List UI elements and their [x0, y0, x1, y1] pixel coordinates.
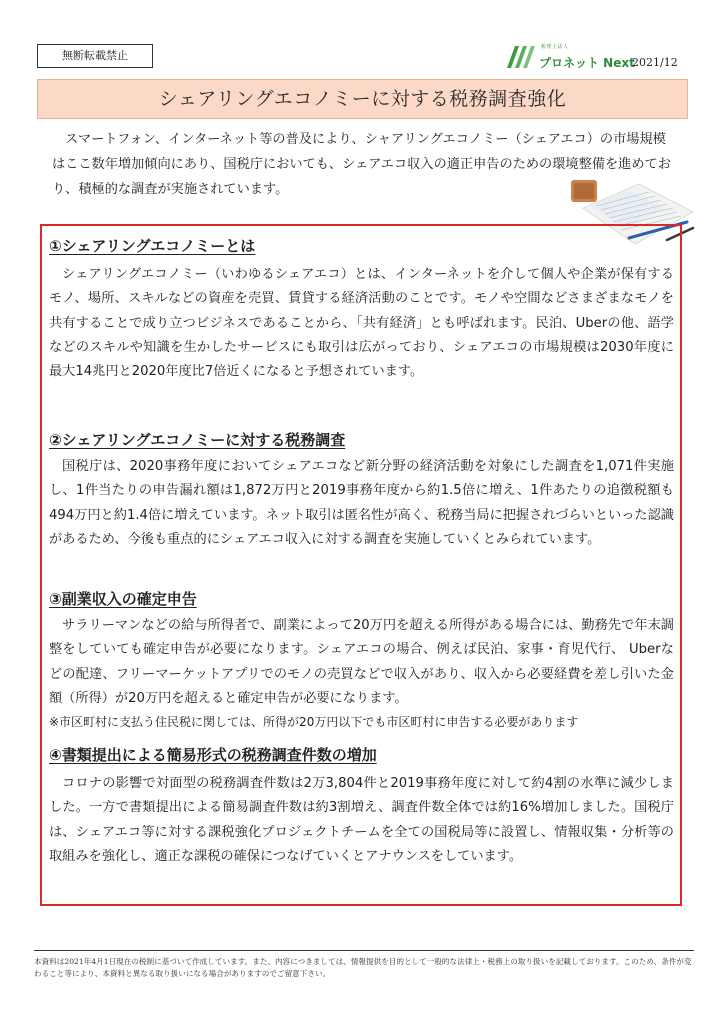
- logo-subtitle: 税理士法人: [541, 44, 569, 50]
- section-body: サラリーマンなどの給与所得者で、副業によって20万円を超える所得がある場合には、勤務先で年末調整をしていても確定申告が必要になります。シェアエコの場合、例えば民泊、家事・育児代行、 Uberなどの配達、フリーマーケットアプリでのモノの売買などで収入があり、収入から必要経費を差し引いた金額（所得）が20万円を超えると確定申告が必要になります。: [49, 618, 674, 706]
- logo-mark-icon: [505, 42, 537, 70]
- section-body: シェアリングエコノミー（いわゆるシェアエコ）とは、インターネットを介して個人や企業が保有するモノ、場所、スキルなどの資産を売買、賃貸する経済活動のことです。モノや空間などさまざまなモノを共有することで成り立つビジネスであることから、「共有経済」とも呼ばれます。民泊、Uberの他、語学などのスキルや知識を生かしたサービスにも取引は広がっており、シェアエコの市場規模は2030年度に最大14兆円と2020年度比7倍近くになると予想されています。: [49, 267, 674, 380]
- section-heading: ④書類提出による簡易形式の税務調査件数の増加: [49, 746, 377, 764]
- section-sharing-economy: [49, 235, 674, 384]
- company-logo: [505, 40, 635, 74]
- section-heading: ③副業収入の確定申告: [49, 590, 197, 608]
- no-reproduction-stamp: 無断転載禁止: [37, 44, 153, 68]
- logo-name: プロネット Next: [539, 56, 635, 70]
- section-tax-audit: [49, 429, 674, 552]
- issue-date: 2021/12: [632, 56, 678, 69]
- section-body: 国税庁は、2020事務年度においてシェアエコなど新分野の経済活動を対象にした調査を1,071件実施し、1件当たりの申告漏れ額は1,872万円と2019事務年度から約1.5倍に増え、1件あたりの追徴税額も494万円と約1.4倍に増えています。ネット取引は匿名性が高く、税務当局に把握されづらいといった認識があるため、今後も重点的にシェアエコ収入に対する調査を実施していくとみられています。: [49, 459, 674, 547]
- section-note: ※市区町村に支払う住民税に関しては、所得が20万円以下でも市区町村に申告する必要があります: [49, 715, 579, 730]
- section-side-income: [49, 588, 674, 733]
- section-body: コロナの影響で対面型の税務調査件数は2万3,804件と2019事務年度に対して約4割の水準に減少しました。一方で書類提出による簡易調査件数は約3割増え、調査件数全体では約16%増加しました。国税庁は、シェアエコ等に対する課税強化プロジェクトチームを全ての国税局等に設置し、情報収集・分析等の取組みを強化し、適正な課税の確保につなげていくとアナウンスをしています。: [49, 776, 674, 864]
- section-simplified-audits: [49, 744, 674, 869]
- page-title: シェアリングエコノミーに対する税務調査強化: [37, 79, 688, 119]
- intro-paragraph: スマートフォン、インターネット等の普及により、シャアリングエコノミー（シェアエコ）の市場規模はここ数年増加傾向にあり、国税庁においても、シェアエコ収入の適正申告のための環境整備を進めており、積極的な調査が実施されています。: [52, 132, 671, 197]
- section-heading: ①シェアリングエコノミーとは: [49, 237, 256, 255]
- disclaimer-footer: 本資料は2021年4月1日現在の税制に基づいて作成しています。また、内容につきましては、情報提供を目的として一般的な法律上・税務上の取り扱いを記載しております。このため、条件が変わること等により、本資料と異なる取り扱いになる場合がありますのでご留意下さい。: [34, 950, 694, 980]
- section-heading: ②シェアリングエコノミーに対する税務調査: [49, 431, 346, 449]
